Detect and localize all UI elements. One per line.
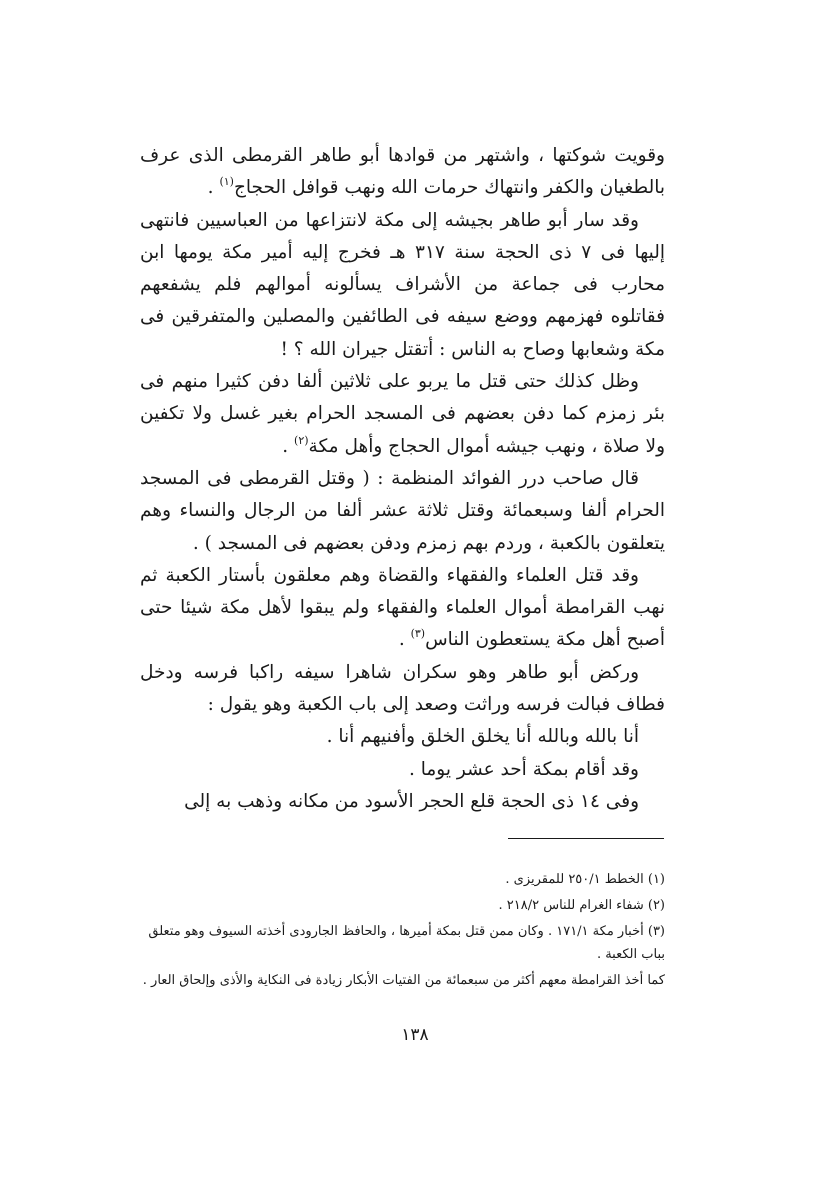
main-text: [140, 140, 665, 818]
paragraph-1: [140, 140, 665, 205]
footnotes: [140, 868, 665, 995]
paragraph-1-end: .: [207, 177, 220, 199]
paragraph-3-end: .: [282, 435, 295, 457]
paragraph-2: وقد سار أبو طاهر بجيشه إلى مكة لانتزاعها من العباسيين فانتهى إليها فى ٧ ذى الحجة سنة ٣١٧ هـ فخرج إليه أمير مكة يومها ابن محارب فى جماعة من الأشراف يسألونه أموالهم فلم يشفعهم فقاتلوه فهزمهم ووضع سيفه فى الطائفين والمصلين والمتفرقين فى مكة وشعابها وصاح به الناس : أتقتل جيران الله ؟ !: [140, 209, 665, 360]
paragraph-3: [140, 366, 665, 463]
verse-line-1: أنا بالله وبالله أنا يخلق الخلق وأفنيهم أنا .: [326, 726, 639, 748]
footnote-ref-3: (٣): [410, 627, 426, 641]
paragraph-3-text: وظل كذلك حتى قتل ما يربو على ثلاثين ألفا دفن كثيرا منهم فى بئر زمزم كما دفن بعضهم فى المسجد الحرام بغير غسل ولا تكفين ولا صلاة ، ونهب جيشه أموال الحجاج وأهل مكة: [140, 371, 665, 457]
footnote-1: (١) الخطط ٢٥٠/١ للمقريزى .: [505, 872, 665, 887]
footnote-3-continuation: كما أخذ القرامطة معهم أكثر من سبعمائة من الفتيات الأبكار زيادة فى النكاية والأذى وإلحاق العار .: [142, 973, 665, 988]
footnote-separator: [508, 838, 664, 839]
paragraph-1-text: وقويت شوكتها ، واشتهر من قوادها أبو طاهر القرمطى الذى عرف بالطغيان والكفر وانتهاك حرمات الله ونهب قوافل الحجاج: [140, 145, 665, 199]
footnote-3: (٣) أخبار مكة ١٧١/١ . وكان ممن قتل بمكة أميرها ، والحافظ الجارودى أخذته السيوف وهو متعلق بباب الكعبة .: [148, 924, 665, 962]
footnote-ref-1: (١): [219, 175, 234, 189]
verse-line-2: وقد أقام بمكة أحد عشر يوما .: [409, 758, 639, 780]
paragraph-7: وفى ١٤ ذى الحجة قلع الحجر الأسود من مكانه وذهب به إلى: [184, 790, 639, 812]
footnote-2: (٢) شفاء الغرام للناس ٢١٨/٢ .: [498, 898, 665, 913]
paragraph-5: [140, 560, 665, 657]
paragraph-5-end: .: [398, 629, 411, 651]
paragraph-4: قال صاحب درر الفوائد المنظمة : ( وقتل القرمطى فى المسجد الحرام ألفا وسبعمائة وقتل ثلاثة عشر ألفا من الرجال والنساء وهم يتعلقون بالكعبة ، وردم بهم زمزم ودفن بعضهم فى المسجد ) .: [140, 467, 665, 554]
paragraph-6: وركض أبو طاهر وهو سكران شاهرا سيفه راكبا فرسه ودخل فطاف فبالت فرسه وراثت وصعد إلى باب الكعبة وهو يقول :: [140, 661, 665, 716]
paragraph-5-text: وقد قتل العلماء والفقهاء والقضاة وهم معلقون بأستار الكعبة ثم نهب القرامطة أموال العلماء والفقهاء ولم يبقوا لأهل مكة شيئا حتى أصبح أهل مكة يستعطون الناس: [140, 564, 665, 651]
page-number: ١٣٨: [401, 1025, 429, 1045]
footnote-ref-2: (٢): [294, 433, 309, 447]
